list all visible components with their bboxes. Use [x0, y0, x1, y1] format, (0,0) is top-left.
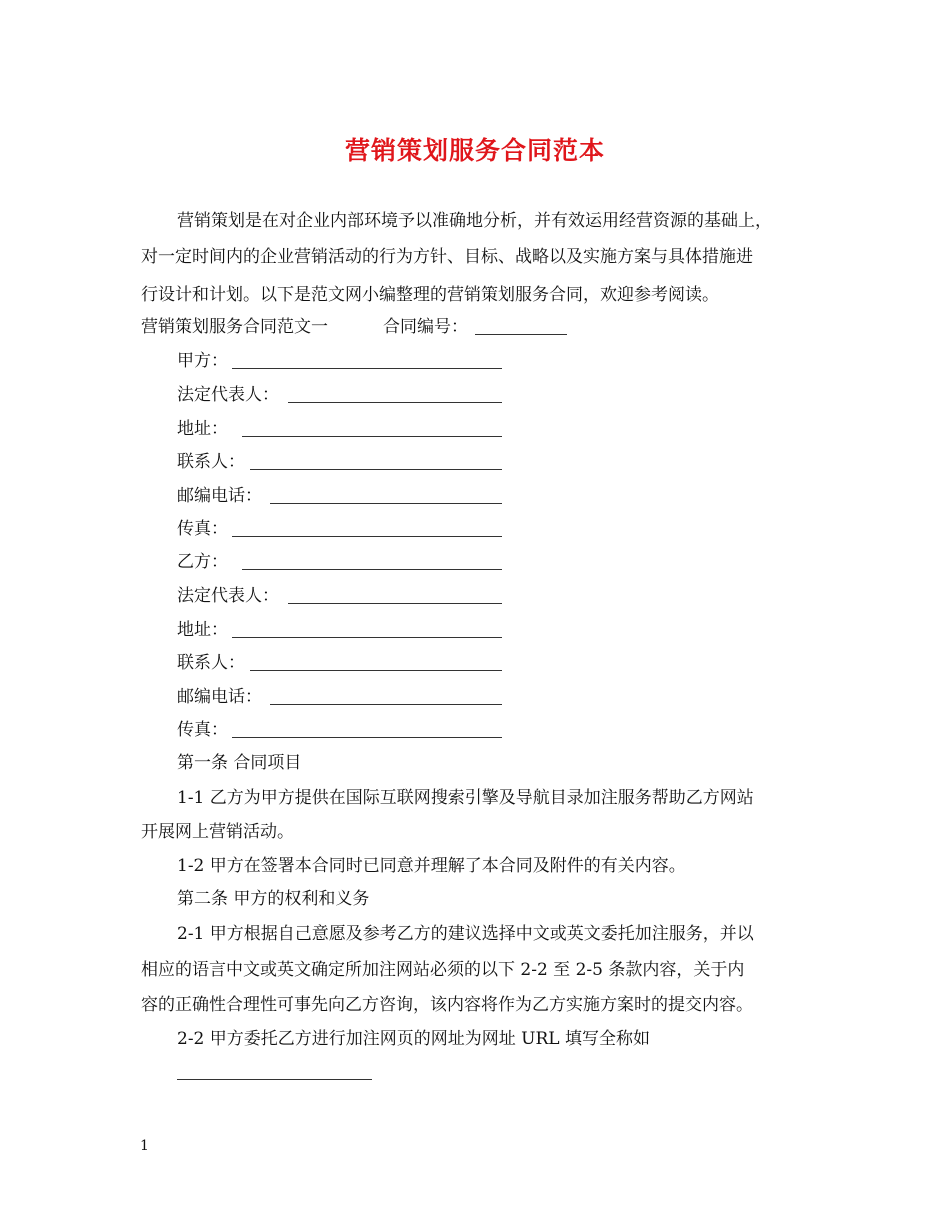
- party-b-postcode-phone-label: 邮编电话：: [177, 687, 262, 707]
- party-b-postcode-phone-blank: [270, 704, 502, 705]
- contract-no-blank: [475, 334, 567, 335]
- party-b-address-label: 地址：: [177, 620, 228, 640]
- party-a-fax-label: 传真：: [177, 519, 228, 539]
- party-a-address-blank: [242, 436, 502, 437]
- clause-1-1-line-2: 开展网上营销活动。: [141, 822, 294, 842]
- party-b-legal-rep-label: 法定代表人：: [177, 586, 279, 606]
- intro-line-3: 行设计和计划。以下是范文网小编整理的营销策划服务合同，欢迎参考阅读。: [141, 285, 719, 305]
- party-a-contact-label: 联系人：: [177, 452, 245, 472]
- clause-2-2: 2-2 甲方委托乙方进行加注网页的网址为网址 URL 填写全称如: [177, 1029, 651, 1049]
- clause-2-1-line-3: 容的正确性合理性可事先向乙方咨询，该内容将作为乙方实施方案时的提交内容。: [141, 995, 753, 1015]
- article-1-heading: 第一条 合同项目: [177, 753, 302, 773]
- clause-2-1-line-1: 2-1 甲方根据自己意愿及参考乙方的建议选择中文或英文委托加注服务，并以: [177, 924, 754, 944]
- article-2-heading: 第二条 甲方的权利和义务: [177, 889, 370, 909]
- clause-2-2-url-blank: [177, 1079, 372, 1080]
- clause-2-1-line-2: 相应的语言中文或英文确定所加注网站必须的以下 2-2 至 2-5 条款内容，关于内: [141, 960, 745, 980]
- party-a-fax-blank: [232, 536, 502, 537]
- party-b-fax-label: 传真：: [177, 720, 228, 740]
- page-number: 1: [140, 1138, 149, 1154]
- party-a-label: 甲方：: [177, 351, 228, 371]
- party-a-address-label: 地址：: [177, 419, 228, 439]
- party-a-contact-blank: [250, 469, 502, 470]
- party-a-legal-rep-label: 法定代表人：: [177, 385, 279, 405]
- party-a-blank: [232, 368, 502, 369]
- intro-line-2: 对一定时间内的企业营销活动的行为方针、目标、战略以及实施方案与具体措施进: [141, 247, 753, 267]
- contract-no-label: 合同编号：: [383, 317, 468, 337]
- party-b-contact-blank: [250, 670, 502, 671]
- party-b-blank: [242, 569, 502, 570]
- party-b-legal-rep-blank: [288, 603, 502, 604]
- party-a-postcode-phone-label: 邮编电话：: [177, 486, 262, 506]
- party-b-label: 乙方：: [177, 552, 228, 572]
- clause-1-2: 1-2 甲方在签署本合同时已同意并理解了本合同及附件的有关内容。: [177, 856, 686, 876]
- party-a-legal-rep-blank: [288, 402, 502, 403]
- party-a-postcode-phone-blank: [270, 503, 502, 504]
- party-b-contact-label: 联系人：: [177, 653, 245, 673]
- clause-1-1-line-1: 1-1 乙方为甲方提供在国际互联网搜索引擎及导航目录加注服务帮助乙方网站: [177, 788, 754, 808]
- sample-heading: 营销策划服务合同范文一: [141, 317, 328, 337]
- party-b-fax-blank: [232, 737, 502, 738]
- party-b-address-blank: [232, 637, 502, 638]
- document-title: 营销策划服务合同范本: [344, 136, 605, 165]
- intro-line-1: 营销策划是在对企业内部环境予以准确地分析，并有效运用经营资源的基础上，: [177, 211, 772, 231]
